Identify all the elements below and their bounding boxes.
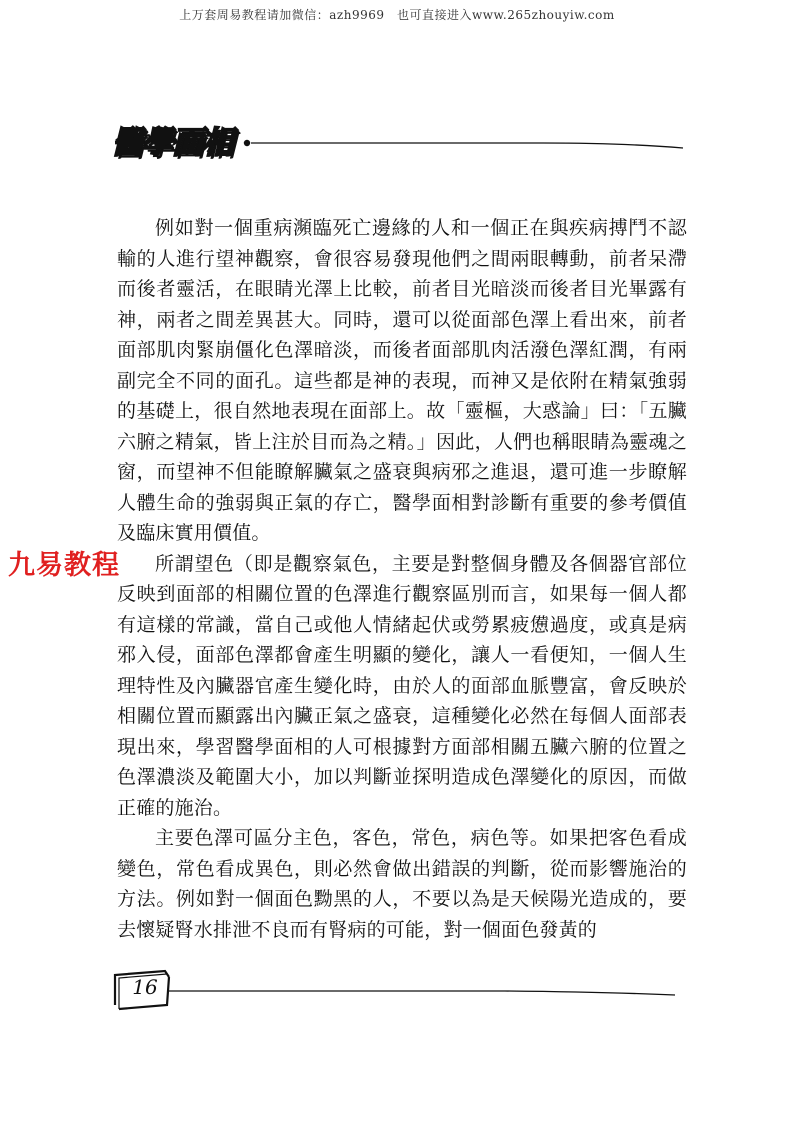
page-number: 16 [132,975,158,999]
paragraph: 所謂望色（即是觀察氣色，主要是對整個身體及各個器官部位反映到面部的相關位置的色澤進行觀察區別而言，如果每一個人都有這樣的常識，當自己或他人情緒起伏或勞累疲憊過度，或真是病邪入侵，面部色澤都會產生明顯的變化，讓人一看便知，一個人生理特性及內臟器官產生變化時，由於人的面部血脈豐富，會反映於相關位置而顯露出內臟正氣之盛衰，這種變化必然在每個人面部表現出來，學習醫學面相的人可根據對方面部相關五臟六腑的位置之色澤濃淡及範圍大小，加以判斷並探明造成色澤變化的原因，而做正確的施治。 [117,552,687,819]
paragraph: 例如對一個重病瀕臨死亡邊緣的人和一個正在與疾病搏鬥不認輸的人進行望神觀察，會很容易發現他們之間兩眼轉動，前者呆滯而後者靈活，在眼睛光澤上比較，前者目光暗淡而後者目光畢露有神，兩者之間差異甚大。同時，還可以從面部色澤上看出來，前者面部肌肉緊崩僵化色澤暗淡，而後者面部肌肉活潑色澤紅潤，有兩副完全不同的面孔。這些都是神的表現，而神又是依附在精氣強弱的基礎上，很自然地表現在面部上。故「靈樞，大惑論」曰：「五臟六腑之精氣，皆上注於目而為之精。」因此，人們也稱眼睛為靈魂之窗，而望神不但能瞭解臟氣之盛衰與病邪之進退，還可進一步瞭解人體生命的強弱與正氣的存亡，醫學面相對診斷有重要的參考價值及臨床實用價值。 [117,217,687,544]
top-watermark: 上万套周易教程请加微信：azh9969 也可直接进入www.265zhouyiw.com [179,8,615,22]
paragraph: 主要色澤可區分主色，客色，常色，病色等。如果把客色看成變色，常色看成異色，則必然會做出錯誤的判斷，從而影響施治的方法。例如對一個面色黝黑的人，不要以為是天候陽光造成的，要去懷疑腎水排泄不良而有腎病的可能，對一個面色發黃的 [117,827,687,941]
body-text [117,213,687,945]
header-rule [243,139,685,149]
watermark-stamp: 九易教程 [8,550,120,581]
chapter-title: 醫學面相 [112,125,232,161]
footer-rule [105,965,685,1015]
